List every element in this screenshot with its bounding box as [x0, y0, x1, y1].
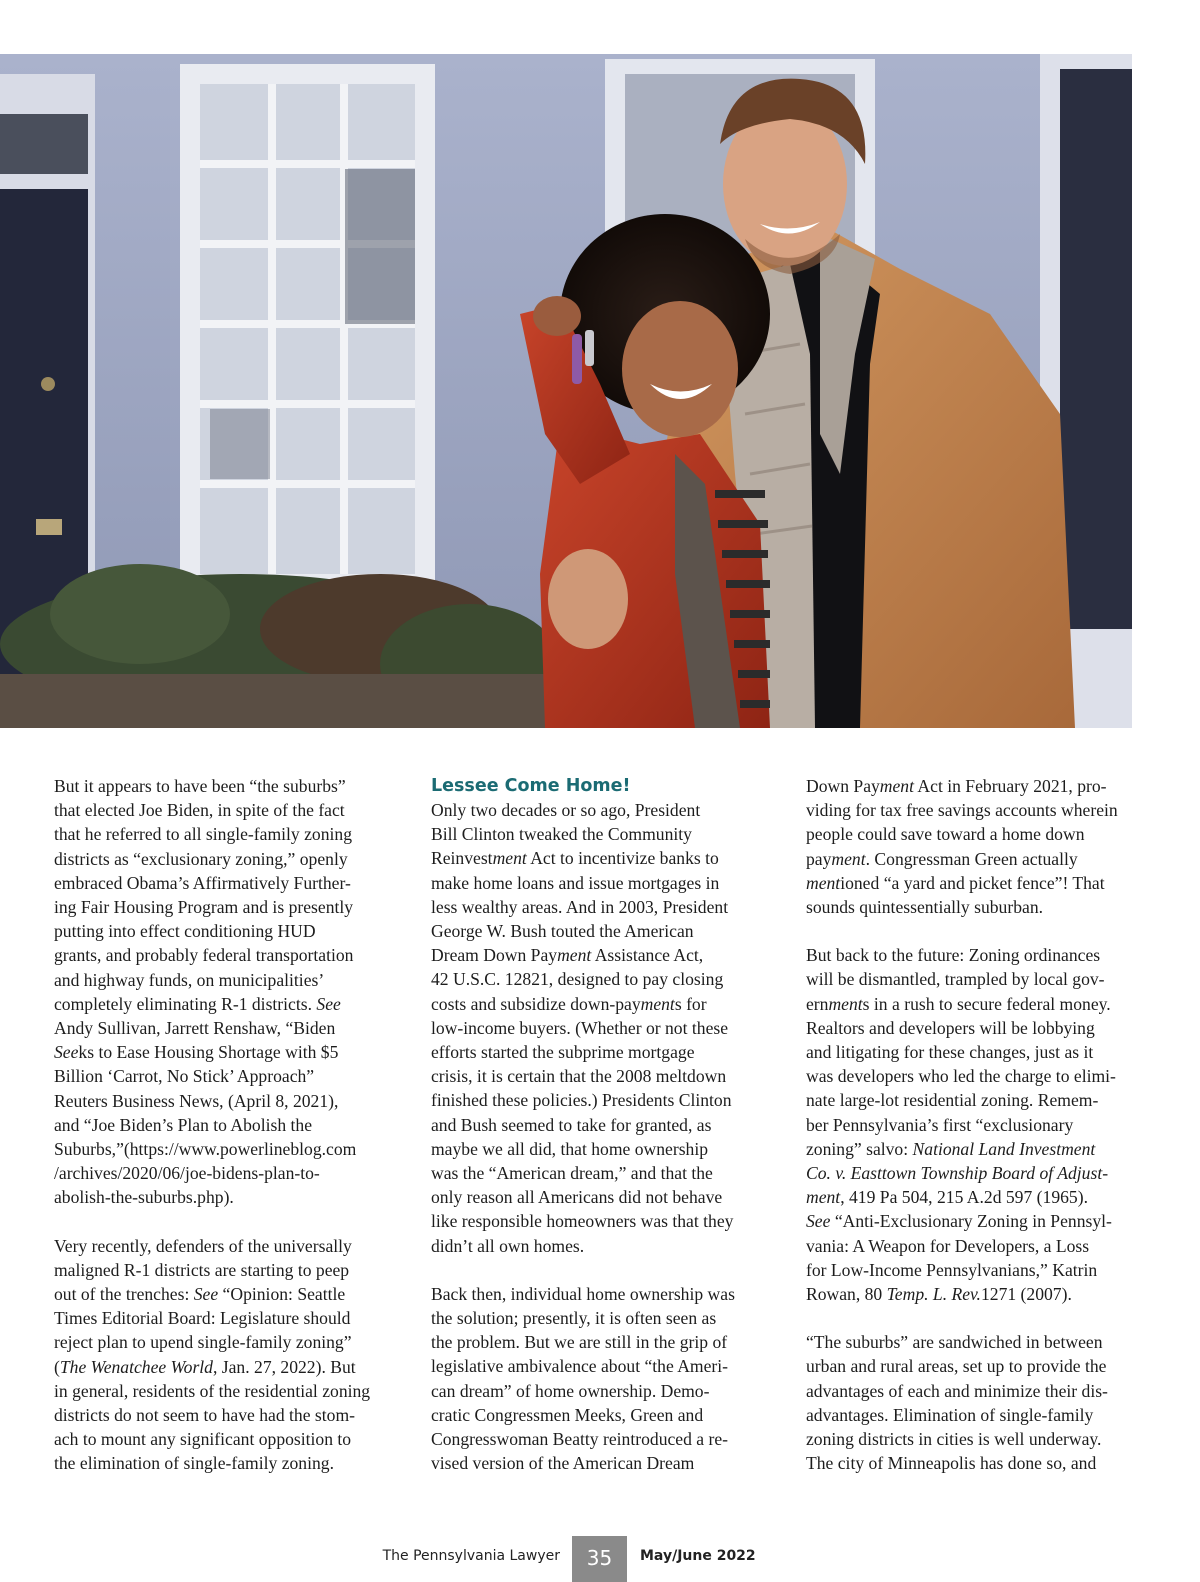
- text-line: like responsible homeowners was that they: [431, 1211, 734, 1232]
- text-line: Bill Clinton tweaked the Community: [431, 824, 692, 845]
- column-3: [806, 774, 1146, 1499]
- text-line: low-income buyers. (Whether or not these: [431, 1017, 729, 1038]
- text-line: (The Wenatchee World, Jan. 27, 2022). But: [54, 1356, 356, 1377]
- text-line: vania: A Weapon for Developers, a Loss: [806, 1235, 1090, 1256]
- text-line: Congresswoman Beatty reintroduced a re-: [431, 1429, 729, 1450]
- text-line: didn’t all own homes.: [431, 1235, 585, 1256]
- article-photo: [0, 54, 1132, 728]
- text-line: viding for tax free savings accounts wherein: [806, 800, 1118, 821]
- text-line: zoning districts in cities is well underway.: [806, 1429, 1102, 1450]
- text-line: districts as “exclusionary zoning,” openly: [54, 848, 348, 869]
- text-line: in general, residents of the residential zoning: [54, 1380, 371, 1401]
- text-line: less wealthy areas. And in 2003, President: [431, 896, 729, 917]
- col3-paragraph-2: [806, 943, 1146, 1306]
- issue-date: May/June 2022: [640, 1548, 756, 1564]
- text-line: and litigating for these changes, just as it: [806, 1042, 1094, 1063]
- text-line: advantages of each and minimize their dis-: [806, 1380, 1108, 1401]
- text-line: reject plan to upend single-family zoning”: [54, 1332, 352, 1353]
- text-line: efforts started the subprime mortgage: [431, 1042, 695, 1063]
- text-line: ernments in a rush to secure federal money.: [806, 993, 1111, 1014]
- col3-paragraph-1: [806, 774, 1146, 919]
- text-line: Suburbs,”(https://www.powerlineblog.com: [54, 1139, 357, 1160]
- text-line: the elimination of single-family zoning.: [54, 1453, 334, 1474]
- text-line: advantages. Elimination of single-family: [806, 1404, 1094, 1425]
- text-line: ber Pennsylvania’s first “exclusionary: [806, 1114, 1074, 1135]
- text-line: crisis, it is certain that the 2008 meltdown: [431, 1066, 727, 1087]
- text-line: Down Payment Act in February 2021, pro-: [806, 776, 1107, 796]
- text-line: and “Joe Biden’s Plan to Abolish the: [54, 1114, 313, 1135]
- text-line: out of the trenches: See “Opinion: Seattle: [54, 1284, 346, 1305]
- couple-with-keys-photo: [0, 54, 1132, 728]
- col1-paragraph-1: [54, 774, 394, 1210]
- col3-paragraph-3: [806, 1330, 1146, 1475]
- text-line: completely eliminating R-1 districts. See: [54, 993, 341, 1014]
- text-line: that he referred to all single-family zoning: [54, 824, 353, 845]
- text-line: was developers who led the charge to elimi-: [806, 1066, 1116, 1087]
- text-line: Seeks to Ease Housing Shortage with $5: [54, 1042, 339, 1063]
- text-line: Co. v. Easttown Township Board of Adjust-: [806, 1163, 1109, 1184]
- text-line: payment. Congressman Green actually: [806, 848, 1078, 869]
- text-line: that elected Joe Biden, in spite of the fact: [54, 800, 345, 821]
- text-line: finished these policies.) Presidents Clinton: [431, 1090, 732, 1111]
- text-line: the problem. But we are still in the grip of: [431, 1332, 728, 1353]
- text-line: will be dismantled, trampled by local gov-: [806, 969, 1105, 990]
- text-line: Billion ‘Carrot, No Stick’ Approach”: [54, 1066, 315, 1087]
- text-line: Realtors and developers will be lobbying: [806, 1017, 1095, 1038]
- text-line: See “Anti-Exclusionary Zoning in Pennsyl-: [806, 1211, 1112, 1232]
- text-line: Andy Sullivan, Jarrett Renshaw, “Biden: [54, 1018, 336, 1039]
- col2-paragraph-1: [431, 798, 771, 1258]
- text-line: Very recently, defenders of the universally: [54, 1235, 352, 1256]
- text-line: 42 U.S.C. 12821, designed to pay closing: [431, 969, 724, 990]
- text-line: and Bush seemed to take for granted, as: [431, 1114, 712, 1135]
- text-line: districts do not seem to have had the stom-: [54, 1405, 355, 1426]
- text-line: was the “American dream,” and that the: [431, 1163, 713, 1184]
- column-1: [54, 774, 394, 1500]
- text-line: ach to mount any significant opposition to: [54, 1429, 352, 1450]
- col2-paragraph-2: [431, 1282, 771, 1476]
- text-line: George W. Bush touted the American: [431, 921, 694, 942]
- text-line: Only two decades or so ago, President: [431, 800, 701, 820]
- text-line: urban and rural areas, set up to provide the: [806, 1356, 1107, 1377]
- page-footer: [0, 1536, 1200, 1582]
- text-line: Dream Down Payment Assistance Act,: [431, 945, 704, 966]
- page-number: 35: [572, 1536, 627, 1582]
- text-line: /archives/2020/06/joe-bidens-plan-to-: [54, 1163, 320, 1184]
- text-line: zoning” salvo: National Land Investment: [806, 1138, 1096, 1159]
- text-line: maligned R-1 districts are starting to peep: [54, 1259, 350, 1280]
- col1-paragraph-2: [54, 1234, 394, 1476]
- column-2: [431, 774, 771, 1499]
- text-line: abolish-the-suburbs.php).: [54, 1187, 234, 1208]
- text-line: Times Editorial Board: Legislature should: [54, 1308, 351, 1329]
- section-heading: Lessee Come Home!: [431, 776, 631, 796]
- text-line: Rowan, 80 Temp. L. Rev.1271 (2007).: [806, 1284, 1072, 1305]
- text-line: for Low-Income Pennsylvanians,” Katrin: [806, 1259, 1098, 1280]
- text-line: But back to the future: Zoning ordinances: [806, 945, 1101, 966]
- text-line: vised version of the American Dream: [431, 1453, 695, 1474]
- text-line: mentioned “a yard and picket fence”! That: [806, 872, 1105, 893]
- text-line: Back then, individual home ownership was: [431, 1283, 735, 1304]
- text-line: putting into effect conditioning HUD: [54, 921, 316, 942]
- text-line: Reinvestment Act to incentivize banks to: [431, 848, 719, 869]
- text-line: maybe we all did, that home ownership: [431, 1138, 709, 1159]
- text-line: can dream” of home ownership. Demo-: [431, 1380, 710, 1401]
- publication-name: The Pennsylvania Lawyer: [382, 1548, 560, 1564]
- text-line: cratic Congressmen Meeks, Green and: [431, 1404, 704, 1425]
- text-line: make home loans and issue mortgages in: [431, 872, 720, 893]
- text-line: people could save toward a home down: [806, 824, 1085, 845]
- text-line: the solution; presently, it is often seen as: [431, 1308, 717, 1329]
- text-line: costs and subsidize down-payments for: [431, 993, 707, 1014]
- text-line: The city of Minneapolis has done so, and: [806, 1453, 1097, 1474]
- text-line: grants, and probably federal transportation: [54, 945, 354, 966]
- text-line: sounds quintessentially suburban.: [806, 897, 1044, 918]
- text-line: Reuters Business News, (April 8, 2021),: [54, 1090, 339, 1111]
- text-line: and highway funds, on municipalities’: [54, 969, 325, 990]
- text-line: But it appears to have been “the suburbs”: [54, 776, 346, 796]
- text-line: ing Fair Housing Program and is presently: [54, 897, 354, 918]
- text-line: legislative ambivalence about “the Ameri-: [431, 1356, 729, 1377]
- text-line: ment, 419 Pa 504, 215 A.2d 597 (1965).: [806, 1187, 1088, 1208]
- text-line: only reason all Americans did not behave: [431, 1187, 723, 1208]
- text-line: “The suburbs” are sandwiched in between: [806, 1332, 1103, 1353]
- text-line: nate large-lot residential zoning. Remem-: [806, 1090, 1099, 1111]
- text-line: embraced Obama’s Affirmatively Further-: [54, 872, 351, 893]
